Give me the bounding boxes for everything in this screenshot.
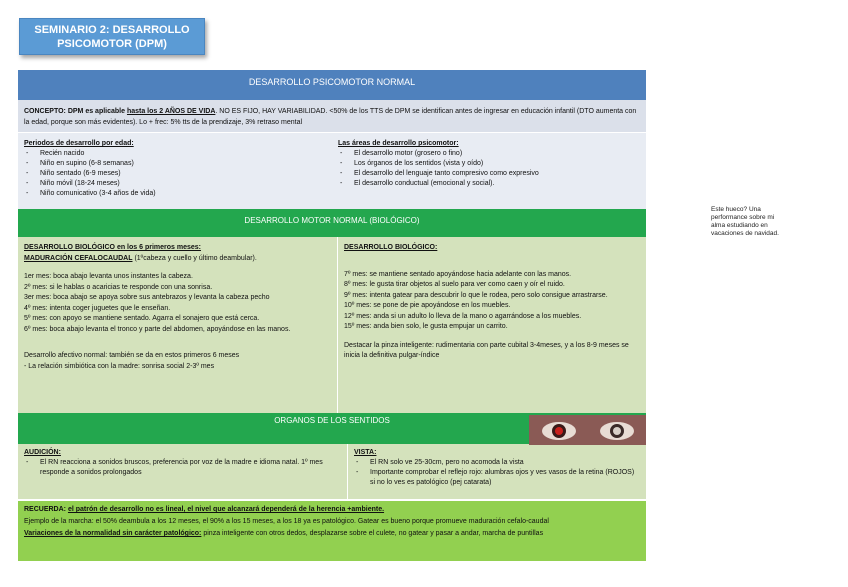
concept-block [18,100,646,132]
milestone-line: 4º mes: intenta coger juguetes que le enseñan. [24,304,171,312]
list-item: - El desarrollo del lenguaje tanto compresivo como expresivo [338,169,640,179]
periods-areas-row [18,132,646,209]
motor-row [18,237,646,413]
remember-example: Ejemplo de la marcha: el 50% deambula a los 12 meses, el 90% a los 15 meses, a los 18 ya es patológico. Gatear es bueno porque promueve maduración cefalo-caudal [24,518,549,525]
remember-block [18,501,646,561]
milestone-line: 3er mes: boca abajo se apoya sobre sus antebrazos y levanta la cabeza pecho [24,294,270,301]
areas-heading: Las áreas de desarrollo psicomotor: [338,140,459,147]
milestone-line: 5º mes: con apoyo se mantiene sentado. Agarra el sonajero que está cerca. [24,315,260,322]
section-header-motor: DESARROLLO MOTOR NORMAL (BIOLÓGICO) [18,209,646,237]
milestone-line: 7º mes: se mantiene sentado apoyándose hacia adelante con las manos. [344,270,572,278]
hearing-column [18,444,348,499]
milestone-line: 12º mes: anda si un adulto lo lleva de la mano o agarrándose a los muebles. [344,312,582,320]
variations-text: pinza inteligente con otros dedos, desplazarse sobre el culete, no gatear y pasar a andar, marcha de puntillas [201,530,544,537]
page-title-line1: SEMINARIO 2: DESARROLLO [34,24,190,36]
motor-right-heading: DESARROLLO BIOLÓGICO: [344,244,438,251]
variations-label: Variaciones de la normalidad sin carácter patológico: [24,530,202,537]
senses-heading: ORGANOS DE LOS SENTIDOS [274,416,390,425]
hearing-heading: AUDICIÓN: [24,449,61,456]
hearing-list [24,458,341,478]
concept-text: . NO ES FIJO, HAY VARIABILIDAD. <50% de los TTS de DPM se identifican antes de ingresar en educación infantil (DTO aumenta con la edad, porque son más evidentes). Lo + frec: 5% tts de la prendizaje, 3% retraso mental [24,108,637,126]
section-header-main: DESARROLLO PSICOMOTOR NORMAL [18,70,646,100]
affective-line: Desarrollo afectivo normal: también se da en estos primeros 6 meses [24,352,240,359]
remember-label: RECUERDA: [24,506,68,513]
motor-right-column [338,237,646,413]
milestone-line: 1er mes: boca abajo levanta unos instantes la cabeza. [24,273,193,280]
milestone-line: 15º mes: anda bien solo, le gusta empujar un carrito. [344,323,508,330]
motor-left-column [18,237,338,413]
areas-list [338,149,640,189]
page-title-line2: PSICOMOTOR (DPM) [57,38,167,50]
pinza-note: Destacar la pinza inteligente: rudimentaria con parte cubital 3-4meses, y a los 8-9 meses se inicia la definitiva pulgar-índice [344,341,629,359]
list-item: - Importante comprobar el reflejo rojo: alumbras ojos y ves vasos de la retina (ROJOS) si no lo ves es patológico (pej catarata) [354,468,640,488]
vision-list [354,458,640,488]
cephalocaudal-note: (1ºcabeza y cuello y último deambular). [132,254,257,262]
senses-row [18,444,646,499]
red-reflex-photo [529,415,646,445]
list-item: - Niño comunicativo (3-4 años de vida) [24,189,326,199]
cephalocaudal-heading: MADURACIÓN CEFALOCAUDAL [24,254,133,262]
motor-left-heading: DESARROLLO BIOLÓGICO en los 6 primeros meses: [24,244,201,251]
periods-list [24,149,326,199]
remember-text: el patrón de desarrollo no es lineal, el nivel que alcanzará dependerá de la herencia +ambiente. [67,506,385,513]
periods-column [18,133,332,209]
page-title [19,18,205,55]
affective-detail: - La relación simbiótica con la madre: sonrisa social 2-3º mes [24,362,215,370]
milestone-line: 8º mes: le gusta tirar objetos al suelo para ver como caen y oír el ruido. [344,281,565,288]
milestone-line: 9º mes: intenta gatear para descubrir lo que le rodea, pero solo consigue arrastrarse. [344,291,608,299]
list-item: - El desarrollo motor (grosero o fino) [338,149,640,159]
vision-heading: VISTA: [354,449,377,456]
list-item: - El desarrollo conductual (emocional y social). [338,179,640,189]
list-item: - Niño en supino (6-8 semanas) [24,159,326,169]
list-item: - El RN solo ve 25-30cm, pero no acomoda la vista [354,458,640,468]
periods-heading: Periodos de desarrollo por edad: [24,140,134,147]
document-sheet [18,70,646,561]
milestone-line: 2º mes: si le hablas o acaricias te responde con una sonrisa. [24,283,213,291]
list-item: - Los órganos de los sentidos (vista y oído) [338,159,640,169]
list-item: - Recién nacido [24,149,326,159]
milestone-line: 10º mes: se pone de pie apoyándose en los muebles. [344,302,511,309]
concept-underlined: hasta los 2 AÑOS DE VIDA [126,108,216,115]
side-note: Este hueco? Una performance sobre mi alma estudiando en vacaciones de navidad. [711,206,779,237]
list-item: - El RN reacciona a sonidos bruscos, preferencia por voz de la madre e idioma natal. 1º mes responde a sonidos prolongados [24,458,341,478]
list-item: - Niño sentado (6-9 meses) [24,169,326,179]
areas-column [332,133,646,209]
vision-column [348,444,646,499]
concept-label: CONCEPTO: DPM es aplicable [24,108,127,115]
section-header-senses [18,413,646,444]
milestone-line: 6º mes: boca abajo levanta el tronco y parte del abdomen, apoyándose en las manos. [24,325,291,333]
list-item: - Niño móvil (18-24 meses) [24,179,326,189]
